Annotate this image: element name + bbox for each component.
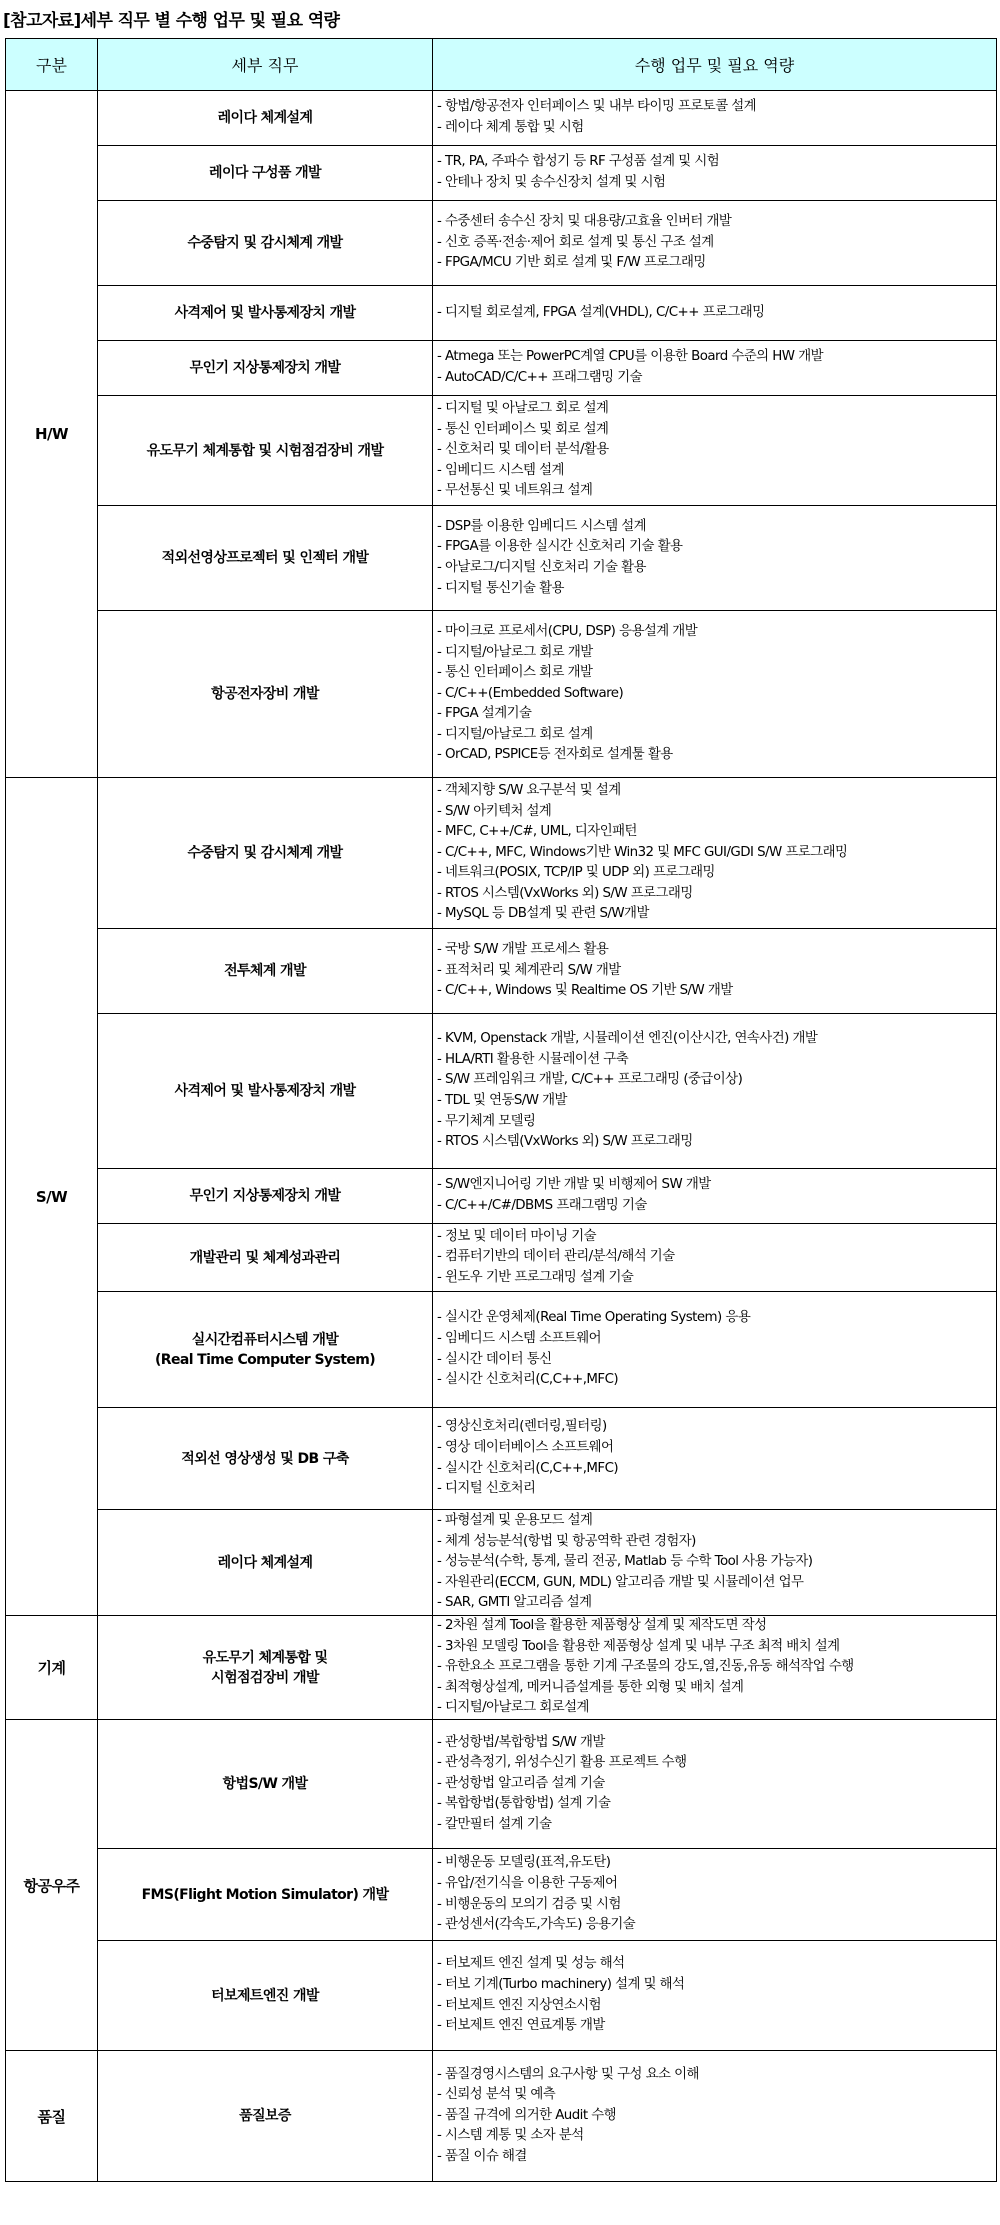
task-item: - 3차원 모델링 Tool을 활용한 제품형상 설계 및 내부 구조 최적 배치 설계 xyxy=(437,1638,840,1654)
tasks-cell xyxy=(433,146,997,201)
job-cell xyxy=(98,1720,433,1849)
task-item: - 터보제트 엔진 연료계통 개발 xyxy=(437,2018,605,2034)
job-title: 사격제어 및 발사통제장치 개발 xyxy=(174,1083,356,1099)
task-item: - S/W 아키텍처 설계 xyxy=(437,803,552,819)
task-item: - 터보제트 엔진 설계 및 성능 해석 xyxy=(437,1956,625,1972)
task-item: - 관성측정기, 위성수신기 활용 프로젝트 수행 xyxy=(437,1755,687,1771)
job-cell xyxy=(98,1510,433,1616)
task-item: - Atmega 또는 PowerPC계열 CPU를 이용한 Board 수준의 HW 개발 xyxy=(437,349,823,365)
job-cell xyxy=(98,201,433,286)
header-category: 구분 xyxy=(6,39,98,91)
job-title: 무인기 지상통제장치 개발 xyxy=(189,1188,341,1204)
task-item: - 유압/전기식을 이용한 구동제어 xyxy=(437,1875,618,1891)
task-item: - DSP를 이용한 임베디드 시스템 설계 xyxy=(437,518,647,534)
table-row xyxy=(6,396,997,506)
task-item: - 관성센서(각속도,가속도) 응용기술 xyxy=(437,1917,636,1933)
task-item: - C/C++/C#/DBMS 프래그램밍 기술 xyxy=(437,1198,647,1213)
header-job: 세부 직무 xyxy=(98,39,433,91)
job-title-line2: 시험점검장비 개발 xyxy=(211,1669,319,1686)
task-item: - 관성항법/복합항법 S/W 개발 xyxy=(437,1734,605,1750)
job-title: 수중탐지 및 감시체계 개발 xyxy=(187,845,343,861)
task-item: - SAR, GMTI 알고리즘 설계 xyxy=(437,1595,592,1611)
task-item: - 파형설계 및 운용모드 설계 xyxy=(437,1513,593,1529)
task-item: - 자원관리(ECCM, GUN, MDL) 알고리즘 개발 및 시뮬레이션 업무 xyxy=(437,1574,804,1590)
job-title: 레이다 체계설계 xyxy=(217,1554,313,1571)
task-item: - C/C++, Windows 및 Realtime OS 기반 S/W 개발 xyxy=(437,983,733,999)
table-row xyxy=(6,91,997,146)
category-cell: 항공우주 xyxy=(6,1720,98,2051)
task-item: - 표적처리 및 체계관리 S/W 개발 xyxy=(437,962,621,978)
task-item: - 칼만필터 설계 기술 xyxy=(437,1816,552,1832)
job-title: 레이다 체계설계 xyxy=(217,110,313,126)
job-title: 적외선영상프로젝터 및 인젝터 개발 xyxy=(161,550,369,566)
task-item: - RTOS 시스템(VxWorks 외) S/W 프로그래밍 xyxy=(437,1134,693,1150)
task-item: - 통신 인터페이스 및 회로 설계 xyxy=(437,421,609,437)
task-item: - 터보제트 엔진 지상연소시험 xyxy=(437,1997,602,2013)
tasks-cell xyxy=(433,611,997,778)
task-item: - 실시간 데이터 통신 xyxy=(437,1351,552,1367)
job-cell xyxy=(98,1224,433,1292)
task-item: - AutoCAD/C/C++ 프래그램밍 기술 xyxy=(437,370,643,385)
table-row xyxy=(6,1941,997,2051)
task-item: - 디지털/아날로그 회로설계 xyxy=(437,1700,589,1716)
task-item: - OrCAD, PSPICE등 전자회로 설계툴 활용 xyxy=(437,747,673,763)
job-cell xyxy=(98,1616,433,1720)
task-item: - 디지털/아날로그 회로 설계 xyxy=(437,726,593,742)
task-item: - 수중센터 송수신 장치 및 대용량/고효율 인버터 개발 xyxy=(437,214,732,230)
task-item: - 디지털 신호처리 xyxy=(437,1481,536,1497)
tasks-cell xyxy=(433,506,997,611)
tasks-cell xyxy=(433,341,997,396)
tasks-cell xyxy=(433,1510,997,1616)
tasks-cell xyxy=(433,2051,997,2182)
job-cell xyxy=(98,146,433,201)
task-item: - 비행운동의 모의기 검증 및 시험 xyxy=(437,1896,621,1912)
task-item: - 디지털/아날로그 회로 개발 xyxy=(437,644,593,660)
job-title: 유도무기 체계통합 및 xyxy=(202,1649,328,1666)
task-item: - 컴퓨터기반의 데이터 관리/분석/해석 기술 xyxy=(437,1249,675,1265)
task-item: - 실시간 신호처리(C,C++,MFC) xyxy=(437,1372,619,1388)
job-title: 무인기 지상통제장치 개발 xyxy=(189,360,341,376)
job-title: 수중탐지 및 감시체계 개발 xyxy=(187,235,343,251)
header-tasks: 수행 업무 및 필요 역량 xyxy=(433,39,997,91)
task-item: - 네트워크(POSIX, TCP/IP 및 UDP 외) 프로그래밍 xyxy=(437,865,715,881)
table-row xyxy=(6,506,997,611)
task-item: - 품질경영시스템의 요구사항 및 구성 요소 이해 xyxy=(437,2066,699,2082)
tasks-cell xyxy=(433,1408,997,1510)
task-item: - 신호 증폭·전송·제어 회로 설계 및 통신 구조 설계 xyxy=(437,234,714,250)
task-item: - FPGA/MCU 기반 회로 설계 및 F/W 프로그래밍 xyxy=(437,255,706,271)
task-item: - 임베디드 시스템 설계 xyxy=(437,462,564,478)
job-cell xyxy=(98,611,433,778)
task-item: - 2차원 설계 Tool을 활용한 제품형상 설계 및 제작도면 작성 xyxy=(437,1618,767,1634)
job-cell xyxy=(98,2051,433,2182)
task-item: - 관성항법 알고리즘 설계 기술 xyxy=(437,1775,605,1791)
job-cell xyxy=(98,929,433,1014)
job-title: 사격제어 및 발사통제장치 개발 xyxy=(174,305,356,321)
table-row xyxy=(6,1510,997,1616)
job-title: 레이다 구성품 개발 xyxy=(209,165,321,181)
job-cell xyxy=(98,1292,433,1408)
table-row xyxy=(6,341,997,396)
job-cell xyxy=(98,1169,433,1224)
job-title: 개발관리 및 체계성과관리 xyxy=(189,1249,341,1266)
task-item: - 무기체계 모델링 xyxy=(437,1113,536,1129)
tasks-cell xyxy=(433,1292,997,1408)
task-item: - KVM, Openstack 개발, 시뮬레이션 엔진(이산시간, 연속사건) 개발 xyxy=(437,1031,818,1047)
task-item: - MFC, C++/C#, UML, 디자인패턴 xyxy=(437,824,637,840)
table-row xyxy=(6,1014,997,1169)
job-title: FMS(Flight Motion Simulator) 개발 xyxy=(141,1886,389,1903)
task-item: - 복합항법(통합항법) 설계 기술 xyxy=(437,1796,611,1812)
task-item: - 터보 기계(Turbo machinery) 설계 및 해석 xyxy=(437,1976,685,1992)
job-title: 품질보증 xyxy=(239,2108,291,2124)
task-item: - 시스템 계통 및 소자 분석 xyxy=(437,2128,584,2144)
table-row xyxy=(6,611,997,778)
tasks-cell xyxy=(433,396,997,506)
table-row xyxy=(6,1849,997,1941)
tasks-cell xyxy=(433,929,997,1014)
task-item: - 아날로그/디지털 신호처리 기술 활용 xyxy=(437,560,646,575)
task-item: - 성능분석(수학, 통계, 물리 전공, Matlab 등 수학 Tool 사용 가능자) xyxy=(437,1554,813,1570)
job-title: 항법S/W 개발 xyxy=(222,1776,308,1792)
category-cell: S/W xyxy=(6,778,98,1616)
tasks-cell xyxy=(433,778,997,929)
task-item: - 비행운동 모델링(표적,유도탄) xyxy=(437,1855,611,1871)
task-item: - 신뢰성 분석 및 예측 xyxy=(437,2087,556,2103)
table-row xyxy=(6,1292,997,1408)
table-row xyxy=(6,2051,997,2182)
task-item: - S/W 프레임워크 개발, C/C++ 프로그래밍 (중급이상) xyxy=(437,1072,743,1088)
task-item: - 디지털 및 아날로그 회로 설계 xyxy=(437,401,609,417)
tasks-cell xyxy=(433,1941,997,2051)
job-table xyxy=(5,38,997,2182)
task-item: - 객체지향 S/W 요구분석 및 설계 xyxy=(437,782,621,798)
category-cell: 품질 xyxy=(6,2051,98,2182)
task-item: - 체계 성능분석(항법 및 항공역학 관련 경험자) xyxy=(437,1533,696,1549)
table-row xyxy=(6,1720,997,1849)
job-cell xyxy=(98,1849,433,1941)
task-item: - 통신 인터페이스 회로 개발 xyxy=(437,665,593,681)
table-row xyxy=(6,1408,997,1510)
task-item: - 실시간 신호처리(C,C++,MFC) xyxy=(437,1460,619,1476)
task-item: - TDL 및 연동S/W 개발 xyxy=(437,1093,567,1108)
tasks-cell xyxy=(433,286,997,341)
job-title-line2: (Real Time Computer System) xyxy=(154,1351,376,1368)
job-cell xyxy=(98,1014,433,1169)
tasks-cell xyxy=(433,91,997,146)
table-body xyxy=(6,91,997,2182)
job-title: 터보제트엔진 개발 xyxy=(211,1987,319,2004)
job-cell xyxy=(98,506,433,611)
table-row xyxy=(6,146,997,201)
task-item: - 디지털 회로설계, FPGA 설계(VHDL), C/C++ 프로그래밍 xyxy=(437,304,765,320)
tasks-cell xyxy=(433,1849,997,1941)
task-item: - 임베디드 시스템 소프트웨어 xyxy=(437,1330,602,1346)
job-cell xyxy=(98,91,433,146)
task-item: - 영상 데이터베이스 소프트웨어 xyxy=(437,1439,614,1455)
tasks-cell xyxy=(433,1616,997,1720)
table-row xyxy=(6,1169,997,1224)
task-item: - 품질 이슈 해결 xyxy=(437,2148,527,2164)
job-cell xyxy=(98,1941,433,2051)
job-cell xyxy=(98,396,433,506)
task-item: - 실시간 운영체제(Real Time Operating System) 응용 xyxy=(437,1310,751,1326)
job-title: 항공전자장비 개발 xyxy=(211,686,319,702)
tasks-cell xyxy=(433,1014,997,1169)
task-item: - 항법/항공전자 인터페이스 및 내부 타이밍 프로토콜 설계 xyxy=(437,99,757,115)
job-title: 적외선 영상생성 및 DB 구축 xyxy=(181,1450,349,1467)
table-row xyxy=(6,286,997,341)
task-item: - 윈도우 기반 프로그래밍 설계 기술 xyxy=(437,1269,634,1285)
tasks-cell xyxy=(433,201,997,286)
task-item: - 무선통신 및 네트워크 설계 xyxy=(437,483,593,499)
job-cell xyxy=(98,286,433,341)
task-item: - HLA/RTI 활용한 시뮬레이션 구축 xyxy=(437,1051,629,1067)
table-row xyxy=(6,778,997,929)
category-cell: H/W xyxy=(6,91,98,778)
job-title: 전투체계 개발 xyxy=(224,963,306,979)
task-item: - FPGA 설계기술 xyxy=(437,706,532,722)
tasks-cell xyxy=(433,1169,997,1224)
job-cell xyxy=(98,341,433,396)
task-item: - 품질 규격에 의거한 Audit 수행 xyxy=(437,2107,617,2123)
task-item: - 국방 S/W 개발 프로세스 활용 xyxy=(437,942,609,958)
job-cell xyxy=(98,778,433,929)
tasks-cell xyxy=(433,1720,997,1849)
task-item: - C/C++, MFC, Windows기반 Win32 및 MFC GUI/GDI S/W 프로그래밍 xyxy=(437,844,848,860)
task-item: - 마이크로 프로세서(CPU, DSP) 응용설계 개발 xyxy=(437,623,698,639)
task-item: - 디지털 통신기술 활용 xyxy=(437,580,564,596)
table-row xyxy=(6,201,997,286)
table-row xyxy=(6,1224,997,1292)
tasks-cell xyxy=(433,1224,997,1292)
task-item: - MySQL 등 DB설계 및 관련 S/W개발 xyxy=(437,906,649,922)
page-title: [참고자료]세부 직무 별 수행 업무 및 필요 역량 xyxy=(3,11,340,31)
task-item: - RTOS 시스템(VxWorks 외) S/W 프로그래밍 xyxy=(437,885,693,901)
table-header-row xyxy=(6,39,997,91)
job-title: 실시간컴퓨터시스템 개발 xyxy=(191,1331,339,1348)
table-row xyxy=(6,929,997,1014)
job-title: 유도무기 체계통합 및 시험점검장비 개발 xyxy=(146,442,384,459)
task-item: - 정보 및 데이터 마이닝 기술 xyxy=(437,1228,597,1244)
task-item: - 유한요소 프로그램을 통한 기계 구조물의 강도,열,진동,유동 해석작업 수행 xyxy=(437,1659,854,1675)
job-cell xyxy=(98,1408,433,1510)
task-item: - FPGA를 이용한 실시간 신호처리 기술 활용 xyxy=(437,539,683,555)
task-item: - C/C++(Embedded Software) xyxy=(437,685,624,701)
task-item: - 신호처리 및 데이터 분석/활용 xyxy=(437,442,609,458)
task-item: - S/W엔지니어링 기반 개발 및 비행제어 SW 개발 xyxy=(437,1177,711,1193)
category-cell: 기계 xyxy=(6,1616,98,1720)
task-item: - TR, PA, 주파수 합성기 등 RF 구성품 설계 및 시험 xyxy=(437,154,720,170)
task-item: - 영상신호처리(렌더링,필터링) xyxy=(437,1419,607,1435)
task-item: - 최적형상설계, 메커니즘설계를 통한 외형 및 배치 설계 xyxy=(437,1679,744,1695)
table-row xyxy=(6,1616,997,1720)
task-item: - 레이다 체계 통합 및 시험 xyxy=(437,120,584,135)
task-item: - 안테나 장치 및 송수신장치 설계 및 시험 xyxy=(437,175,666,190)
